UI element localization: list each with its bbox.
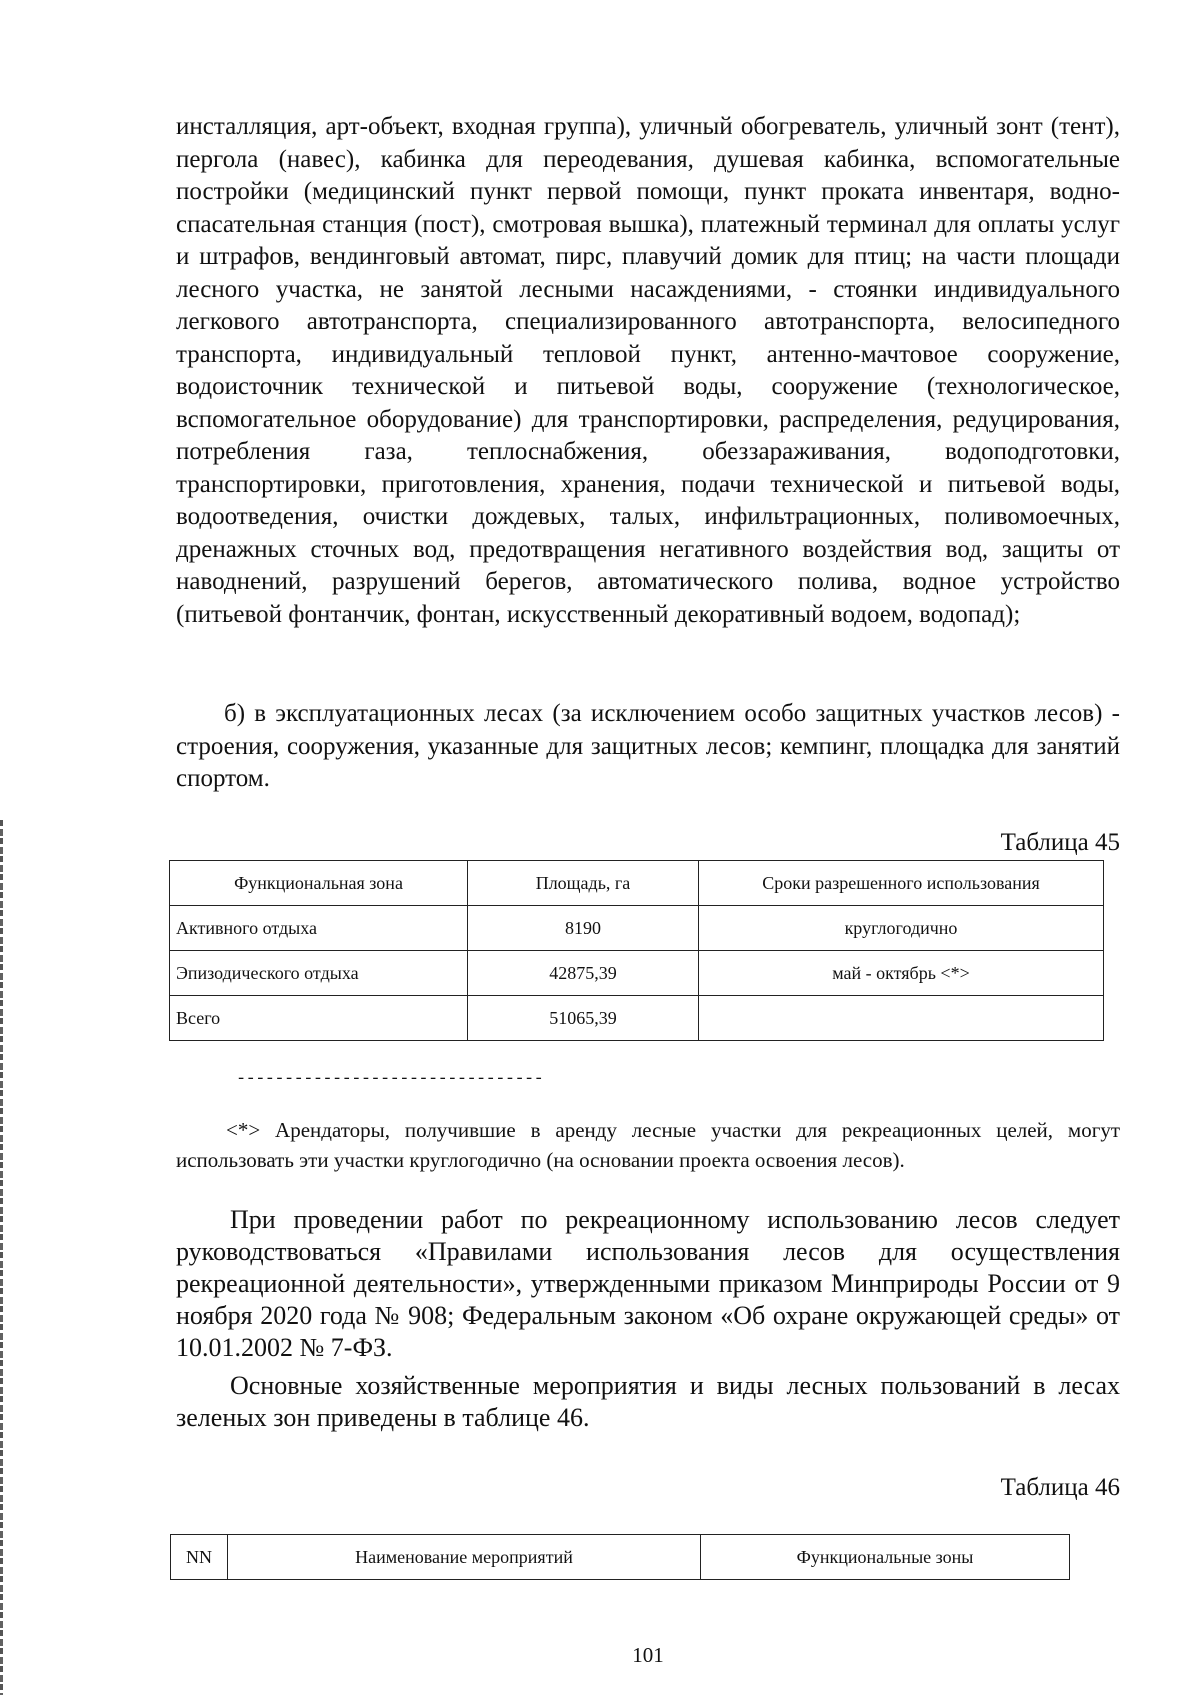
table-cell: Всего [170,996,468,1041]
footnote-separator: -------------------------------- [236,1070,544,1089]
table-46 [170,1534,1070,1580]
table-cell: 8190 [468,906,699,951]
table-header-row [171,1535,1070,1580]
table-45 [169,860,1104,1041]
table-header-row [170,861,1104,906]
table-cell: круглогодично [699,906,1104,951]
table-45-caption: Таблица 45 [1000,829,1120,856]
table-cell: 42875,39 [468,951,699,996]
table-46-caption: Таблица 46 [1000,1474,1120,1501]
table-cell: 51065,39 [468,996,699,1041]
table-header-cell: Наименование мероприятий [228,1535,701,1580]
table-cell [699,996,1104,1041]
table-header-cell: Площадь, га [468,861,699,906]
table-row [170,951,1104,996]
footnote-text: <*> Арендаторы, получившие в аренду лесные участки для рекреационных целей, могут использовать эти участки круглогодично (на основании проекта освоения лесов). [176,1118,1120,1172]
page-number: 101 [632,1643,664,1667]
paragraph-facilities-list: инсталляция, арт-объект, входная группа), уличный обогреватель, уличный зонт (тент), пергола (навес), кабинка для переодевания, душевая кабинка, вспомогательные постройки (медицинский пункт первой помощи, пункт проката инвентаря, водно-спасательная станция (пост), смотровая вышка), платежный терминал для оплаты услуг и штрафов, вендинговый автомат, пирс, плавучий домик для птиц; на части площади лесного участка, не занятой лесными насаждениями, - стоянки индивидуального легкового автотранспорта, специализированного автотранспорта, велосипедного транспорта, индивидуальный тепловой пункт, антенно-мачтовое сооружение, водоисточник технической и питьевой воды, сооружение (технологическое, вспомогательное оборудование) для транспортировки, распределения, редуцирования, потребления газа, теплоснабжения, обеззараживания, водоподготовки, транспортировки, приготовления, хранения, подачи технической и питьевой воды, водоотведения, очистки дождевых, талых, инфильтрационных, поливомоечных, дренажных сточных вод, предотвращения негативного воздействия вод, защиты от наводнений, разрушений берегов, автоматического полива, водное устройство (питьевой фонтанчик, фонтан, искусственный декоративный водоем, водопад); [176,113,1120,628]
paragraph-main-activities: Основные хозяйственные мероприятия и виды лесных пользований в лесах зеленых зон приведены в таблице 46. [176,1371,1120,1432]
paragraph-item-b: б) в эксплуатационных лесах (за исключением особо защитных участков лесов) - строения, сооружения, указанные для защитных лесов; кемпинг, площадка для занятий спортом. [176,700,1120,792]
table-cell: Активного отдыха [170,906,468,951]
table-cell: Эпизодического отдыха [170,951,468,996]
table-header-cell: Сроки разрешенного использования [699,861,1104,906]
table-header-cell: NN [171,1535,228,1580]
table-header-cell: Функциональные зоны [701,1535,1070,1580]
table-row [170,906,1104,951]
table-cell: май - октябрь <*> [699,951,1104,996]
scan-edge-artifact [0,820,3,1695]
table-header-cell: Функциональная зона [170,861,468,906]
table-row [170,996,1104,1041]
paragraph-rules: При проведении работ по рекреационному использованию лесов следует руководствоваться «Правилами использования лесов для осуществления рекреационной деятельности», утвержденными приказом Минприроды России от 9 ноября 2020 года № 908; Федеральным законом «Об охране окружающей среды» от 10.01.2002 № 7-ФЗ. [176,1205,1120,1362]
